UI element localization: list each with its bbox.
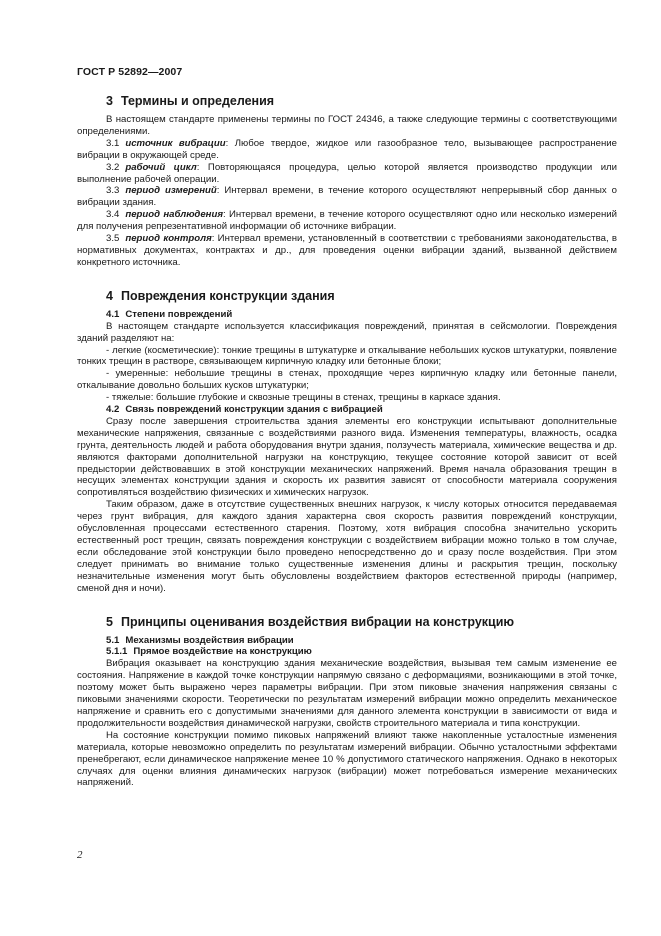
term-name: период наблюдения	[125, 209, 223, 221]
term-definition: Интервал времени, установленный в соответствии с требованиями законодательства, в нормативных документах, контрактах и др., для проведения оценки вибрации зданий, вызванной действием конкретного источника.	[77, 233, 617, 268]
section-4-heading	[77, 289, 617, 304]
section-title: Принципы оценивания воздействия вибрации на конструкцию	[120, 614, 515, 629]
section-title: Повреждения конструкции здания	[120, 288, 335, 303]
subsection-title: Механизмы воздействия вибрации	[125, 634, 294, 646]
damage-level-light: - легкие (косметические): тонкие трещины в штукатурке и откалывание небольших кусков штукатурки, появление тонких трещин в растворе, связывающем кирпичную кладку или бетонные блоки;	[77, 344, 617, 368]
term-number: 3.1	[106, 137, 120, 149]
term-number: 3.3	[106, 185, 120, 197]
term-name: период измерений	[125, 185, 217, 197]
term-number: 3.5	[106, 233, 120, 245]
section-number: 4	[106, 288, 113, 303]
term-definition: Интервал времени, в течение которого осуществляют непрерывный сбор данных о вибрации здания.	[77, 185, 617, 209]
section-3-heading	[77, 94, 617, 109]
section-5-heading	[77, 615, 617, 630]
term-3-2: 3.2 рабочий цикл: Повторяющаяся процедура, целью которой является производство продукции или выполнение рабочей операции.	[77, 161, 618, 185]
subsection-4-1-heading	[77, 309, 617, 321]
term-name: период контроля	[125, 233, 212, 245]
subsection-number: 4.1	[106, 308, 120, 320]
term-number: 3.4	[106, 209, 120, 221]
term-definition: Интервал времени, в течение которого осуществляют одно или несколько измерений для получения репрезентативной информации об источнике вибрации.	[77, 209, 618, 233]
subsection-4-2-paragraph-1: Сразу после завершения строительства здания элементы его конструкции испытывают дополнительные механические напряжения, связанные с воздействиями разного вида. Изменения температуры, влажность, осадка грунта, деятельность людей и работа оборудования внутри здания, ползучесть материала, химические вещества и др. являются факторами дополнительной нагрузки на конструкцию, текущее состояние которой зависит от всей предыстории действовавших в этой конструкции механических напряжений. Время начала образования трещин в несущих элементах конструкции здания и скорость их развития зависят от способности материала сооружения сопротивляться воздействию физических и химических нагрузок.	[77, 415, 617, 499]
subsection-title: Прямое воздействие на конструкцию	[133, 646, 312, 658]
subsection-5-1-1-heading	[77, 646, 617, 658]
page-content	[77, 94, 617, 789]
subsection-5-1-1-paragraph-1: Вибрация оказывает на конструкцию здания механические воздействия, вызывая тем самым изменение ее состояния. Напряжение в каждой точке конструкции напрямую связано с деформациями, возникающими в этой точке, поэтому может быть выражено через параметры вибрации. При этом пиковые значения напряжения связаны с пиковыми значениями скорости. Теоретически по результатам измерений вибрации можно определить механическое напряжение и сравнить его с допустимыми значениями для данного элемента конструкции в зависимости от вида и продолжительности воздействия динамической нагрузки, свойств строительного материала и типа конструкции.	[77, 658, 617, 729]
term-3-4: 3.4 период наблюдения: Интервал времени, в течение которого осуществляют одно или несколько измерений для получения репрезентативной информации об источнике вибрации.	[77, 209, 618, 233]
term-definition: Повторяющаяся процедура, целью которой является производство продукции или выполнение рабочей операции.	[77, 161, 618, 185]
subsection-title: Связь повреждений конструкции здания с вибрацией	[125, 404, 383, 416]
subsection-4-2-paragraph-2: Таким образом, даже в отсутствие существенных внешних нагрузок, к числу которых относится передаваемая через грунт вибрация, для каждого здания характерна своя скорость развития повреждений конструкции, обусловленная процессами естественного старения. Поэтому, хотя вибрация способна значительно ускорить естественный рост трещин, связать повреждения конструкции с воздействием вибрации можно только в том случае, если обследование этой конструкции было проведено непосредственно до и сразу после воздействия. При этом следует принимать во внимание только существенные изменения длины и раскрытия трещин, поскольку незначительные изменения могут быть обусловлены воздействием факторов естественной природы (например, сменой дня и ночи).	[77, 499, 617, 594]
subsection-4-1-paragraph: В настоящем стандарте используется классификация повреждений, принятая в сейсмологии. Повреждения зданий разделяют на:	[77, 320, 617, 344]
document-header: ГОСТ Р 52892—2007	[77, 66, 183, 78]
term-number: 3.2	[106, 161, 120, 173]
section-number: 3	[106, 94, 113, 108]
subsection-number: 5.1.1	[106, 646, 128, 658]
subsection-number: 5.1	[106, 634, 120, 646]
section-number: 5	[106, 614, 113, 629]
subsection-5-1-1-paragraph-2: На состояние конструкции помимо пиковых напряжений влияют также накопленные усталостные изменения материала, которые невозможно определить по результатам измерений вибрации. Обычно усталостными эффектами пренебрегают, если динамическое напряжение менее 10 % допустимого статического напряжения. Однако в некоторых случаях для оценки влияния динамических нагрузок (вибрации) может потребоваться измерение механических напряжений.	[77, 729, 617, 789]
term-definition: Любое твердое, жидкое или газообразное тело, вызывающее распространение вибрации в окружающей среде.	[77, 137, 617, 161]
term-3-3: 3.3 период измерений: Интервал времени, в течение которого осуществляют непрерывный сбор данных о вибрации здания.	[77, 185, 617, 209]
section-title: Термины и определения	[120, 94, 275, 108]
damage-level-heavy: - тяжелые: большие глубокие и сквозные трещины в стенах, трещины в каркасе здания.	[106, 392, 501, 404]
term-name: источник вибрации	[125, 137, 226, 149]
subsection-5-1-heading	[77, 635, 617, 647]
term-3-1: 3.1 источник вибрации: Любое твердое, жидкое или газообразное тело, вызывающее распространение вибрации в окружающей среде.	[77, 137, 617, 161]
subsection-4-2-heading	[77, 404, 617, 416]
section-3-intro: В настоящем стандарте применены термины по ГОСТ 24346, а также следующие термины с соответствующими определениями.	[77, 114, 617, 137]
subsection-title: Степени повреждений	[125, 308, 233, 320]
damage-level-moderate: - умеренные: небольшие трещины в стенах, проходящие через кирпичную кладку или бетонные панели, откалывание довольно больших кусков штукатурки;	[77, 368, 617, 392]
term-name: рабочий цикл	[125, 161, 197, 173]
term-3-5: 3.5 период контроля: Интервал времени, установленный в соответствии с требованиями законодательства, в нормативных документах, контрактах и др., для проведения оценки вибрации зданий, вызванной действием конкретного источника.	[77, 233, 617, 268]
page-number: 2	[77, 849, 83, 861]
subsection-number: 4.2	[106, 404, 120, 416]
